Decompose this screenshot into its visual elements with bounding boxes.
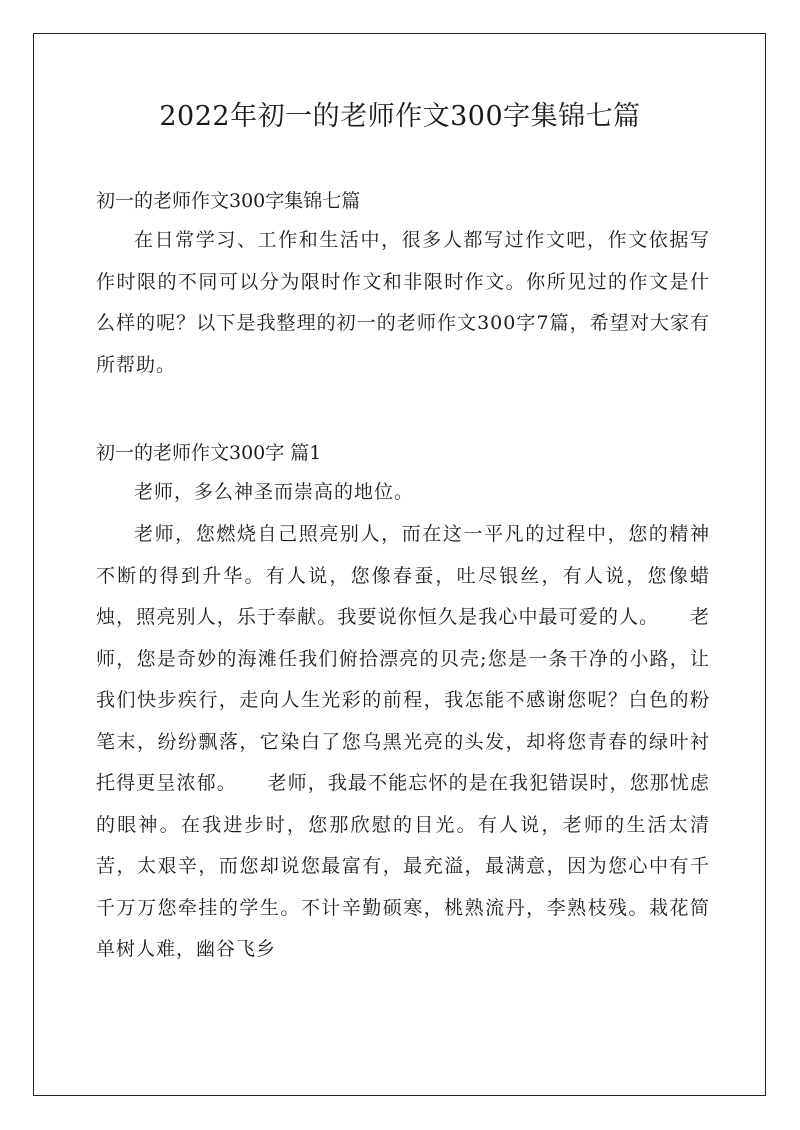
intro-heading: 初一的老师作文300字集锦七篇 xyxy=(96,190,361,212)
intro-paragraph: 在日常学习、工作和生活中，很多人都写过作文吧，作文依据写作时限的不同可以分为限时作文和非限时作文。你所见过的作文是什么样的呢？以下是我整理的初一的老师作文300字7篇，希望对大家有所帮助。 xyxy=(96,229,710,376)
document-title: 2022年初一的老师作文300字集锦七篇 xyxy=(159,101,641,132)
section-1-heading: 初一的老师作文300字 篇1 xyxy=(96,442,322,464)
section-1-body: 老师，您燃烧自己照亮别人，而在这一平凡的过程中，您的精神不断的得到升华。有人说，您像春蚕，吐尽银丝，有人说，您像蜡烛，照亮别人，乐于奉献。我要说你恒久是我心中最可爱的人。 老师，您是奇妙的海滩任我们俯拾漂亮的贝壳;您是一条干净的小路，让我们快步疾行，走向人生光彩的前程，我怎能不感谢您呢？白色的粉笔末，纷纷飘落，它染白了您乌黑光亮的头发，却将您青春的绿叶衬托得更呈浓郁。 老师，我最不能忘怀的是在我犯错误时，您那忧虑的眼神。在我进步时，您那欣慰的目光。有人说，老师的生活太清苦，太艰辛，而您却说您最富有，最充溢，最满意，因为您心中有千千万万您牵挂的学生。不计辛勤硕寒，桃熟流丹，李熟枝残。栽花简单树人难，幽谷飞乡 xyxy=(96,523,710,960)
section-1-opening-line: 老师，多么神圣而崇高的地位。 xyxy=(134,481,415,503)
